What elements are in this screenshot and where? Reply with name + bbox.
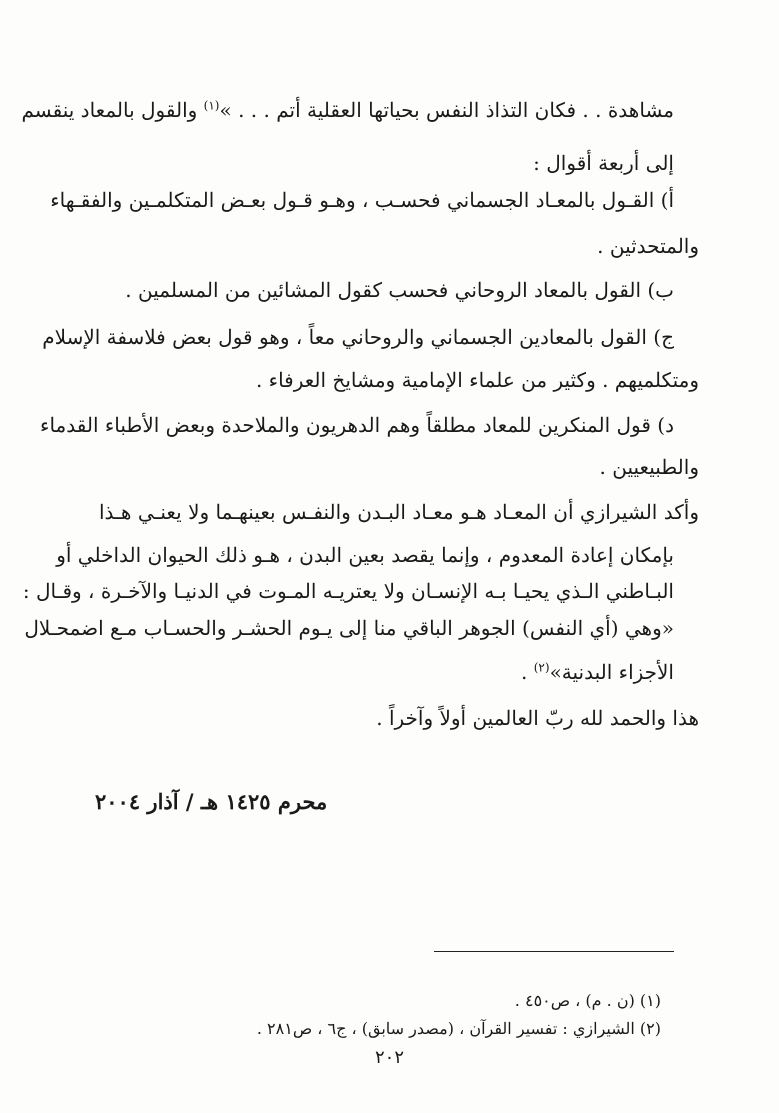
- body-line: [22, 577, 674, 605]
- body-line: [24, 614, 674, 642]
- body-line: [21, 96, 674, 124]
- body-line: [42, 323, 674, 351]
- body-line: [99, 453, 699, 481]
- body-line-text: والمتحدثين .: [597, 234, 699, 258]
- body-line-text: ج) القول بالمعادين الجسماني والروحاني معاً ، وهو قول بعض فلاسفة الإسلام: [42, 325, 674, 349]
- body-line: [56, 541, 674, 569]
- body-line-text: وأكد الشيرازي أن المعـاد هـو معـاد البـدن والنفـس بعينهـما ولا يعنـي هـذا: [99, 500, 699, 524]
- body-line: [99, 704, 699, 732]
- footnote-ref: (٢): [533, 660, 550, 675]
- body-line-text: بإمكان إعادة المعدوم ، وإنما يقصد بعين البدن ، هـو ذلك الحيوان الداخلي أو: [56, 543, 674, 567]
- footnote-separator: [434, 951, 674, 952]
- body-line-text: ب) القول بالمعاد الروحاني فحسب كقول المشائين من المسلمين .: [125, 278, 674, 302]
- body-line: [99, 366, 699, 394]
- body-line: [99, 232, 699, 260]
- footnote-2: (٢) الشيرازي : تفسير القرآن ، (مصدر سابق) ، ج٦ ، ص٢٨١ .: [256, 1019, 661, 1038]
- date-line: محرم ١٤٢٥ هـ / آذار ٢٠٠٤: [95, 789, 328, 814]
- body-line-text: البـاطني الـذي يحيـا بـه الإنسـان ولا يعتريـه المـوت في الدنيـا والآخـرة ، وقـال :: [22, 579, 674, 603]
- body-line: [99, 276, 674, 304]
- body-line-text: «وهي (أي النفس) الجوهر الباقي منا إلى يـوم الحشـر والحسـاب مـع اضمحـلال: [24, 616, 674, 640]
- body-line-text-cont: .: [521, 660, 534, 684]
- body-line: [99, 658, 674, 686]
- body-line-text-cont: والقول بالمعاد ينقسم: [21, 98, 204, 122]
- body-line-text: والطبيعيين .: [599, 455, 699, 479]
- footnote-ref: (١): [203, 98, 220, 113]
- body-line: [40, 411, 674, 439]
- body-line-text: الأجزاء البدنية»: [549, 660, 674, 684]
- body-line-text: إلى أربعة أقوال :: [533, 151, 674, 175]
- body-line-text: ومتكلميهم . وكثير من علماء الإمامية ومشايخ العرفاء .: [255, 368, 699, 392]
- page-number: ٢٠٢: [374, 1047, 404, 1068]
- body-line-text: د) قول المنكرين للمعاد مطلقاً وهم الدهريون والملاحدة وبعض الأطباء القدماء: [40, 413, 674, 437]
- body-line: [99, 149, 674, 177]
- body-line-text: هذا والحمد لله ربّ العالمين أولاً وآخراً .: [376, 706, 699, 730]
- body-line-text: أ) القـول بالمعـاد الجسماني فحسـب ، وهـو قـول بعـض المتكلمـين والفقـهاء: [50, 188, 674, 212]
- footnote-1: (١) (ن . م) ، ص٤٥٠ .: [514, 991, 661, 1010]
- body-line: [99, 498, 699, 526]
- body-line-text: مشاهدة . . فكان التذاذ النفس بحياتها العقلية أتم . . . »: [219, 98, 674, 122]
- body-line: [50, 186, 674, 214]
